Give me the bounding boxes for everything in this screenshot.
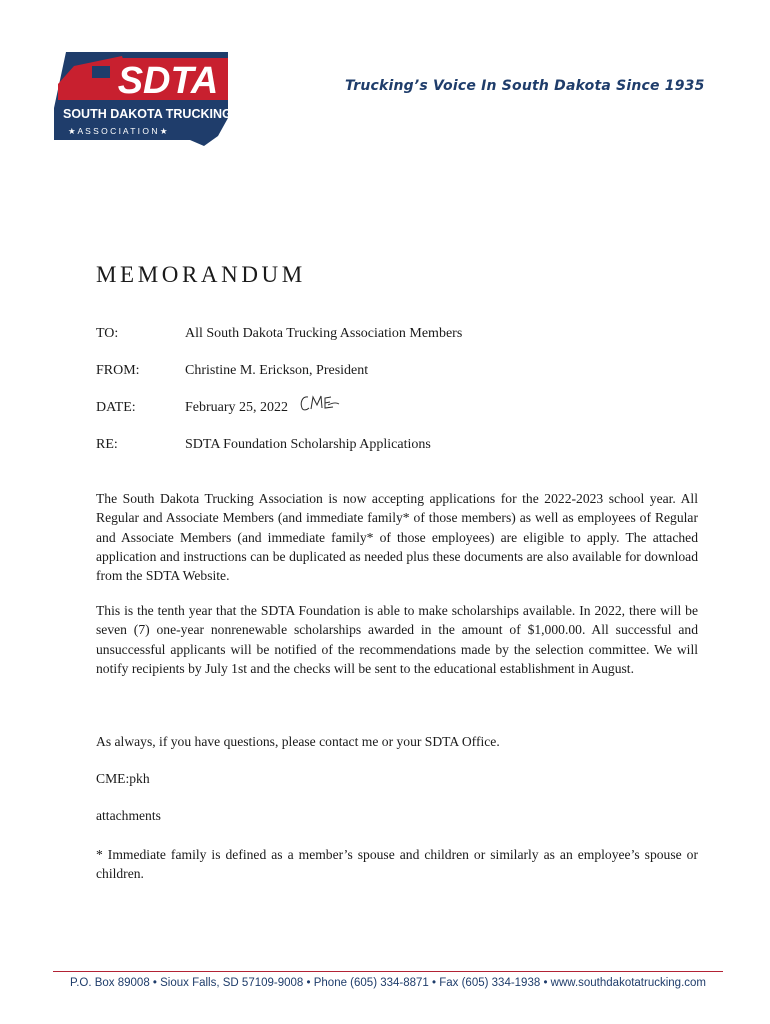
footer-contact: P.O. Box 89008 • Sioux Falls, SD 57109-9008 • Phone (605) 334-8871 • Fax (605) 334-1938 • www.southdakotatrucking.com — [70, 977, 706, 989]
from-value: Christine M. Erickson, President — [185, 363, 369, 378]
footer-rule — [53, 971, 723, 972]
sdta-logo — [52, 48, 232, 154]
handwritten-initials-signature — [298, 393, 340, 413]
date-value: February 25, 2022 — [185, 400, 289, 415]
to-value: All South Dakota Trucking Association Members — [185, 326, 463, 341]
date-label: DATE: — [96, 400, 136, 415]
to-label: TO: — [96, 326, 119, 341]
logo-wordmark: SDTA — [117, 60, 219, 102]
body-paragraph-3: As always, if you have questions, please contact me or your SDTA Office. — [96, 734, 500, 749]
re-value: SDTA Foundation Scholarship Applications — [185, 437, 431, 452]
footnote: * Immediate family is defined as a member’s spouse and children or similarly as an employee’s spouse or children. — [96, 847, 698, 882]
attachments-note: attachments — [96, 808, 161, 823]
logo-org-sub: ★ A S S O C I A T I O N ★ — [68, 126, 168, 136]
body-paragraph-2: This is the tenth year that the SDTA Foundation is able to make scholarships available. In 2022, there will be seven (7) one-year nonrenewable scholarships awarded in the amount of $1,000.00. All successful and unsuccessful applicants will be notified of the recommendations made by the selection committee. We will notify recipients by July 1st and the checks will be sent to the educational establishment in August. — [96, 603, 698, 676]
logo-org-name: SOUTH DAKOTA TRUCKING — [63, 107, 232, 121]
from-label: FROM: — [96, 363, 140, 378]
body-paragraph-1: The South Dakota Trucking Association is now accepting applications for the 2022-2023 school year. All Regular and Associate Members (and immediate family* of those members) as well as employees of Regular and Associate Members (and immediate family* of those employees) are eligible to apply. The attached application and instructions can be duplicated as needed plus these documents are also available for download from the SDTA Website. — [96, 491, 698, 584]
memo-title: MEMORANDUM — [96, 262, 306, 287]
re-label: RE: — [96, 437, 118, 452]
truck-window — [92, 66, 110, 78]
tagline: Trucking’s Voice In South Dakota Since 1935 — [345, 78, 705, 94]
typist-initials: CME:pkh — [96, 771, 150, 786]
